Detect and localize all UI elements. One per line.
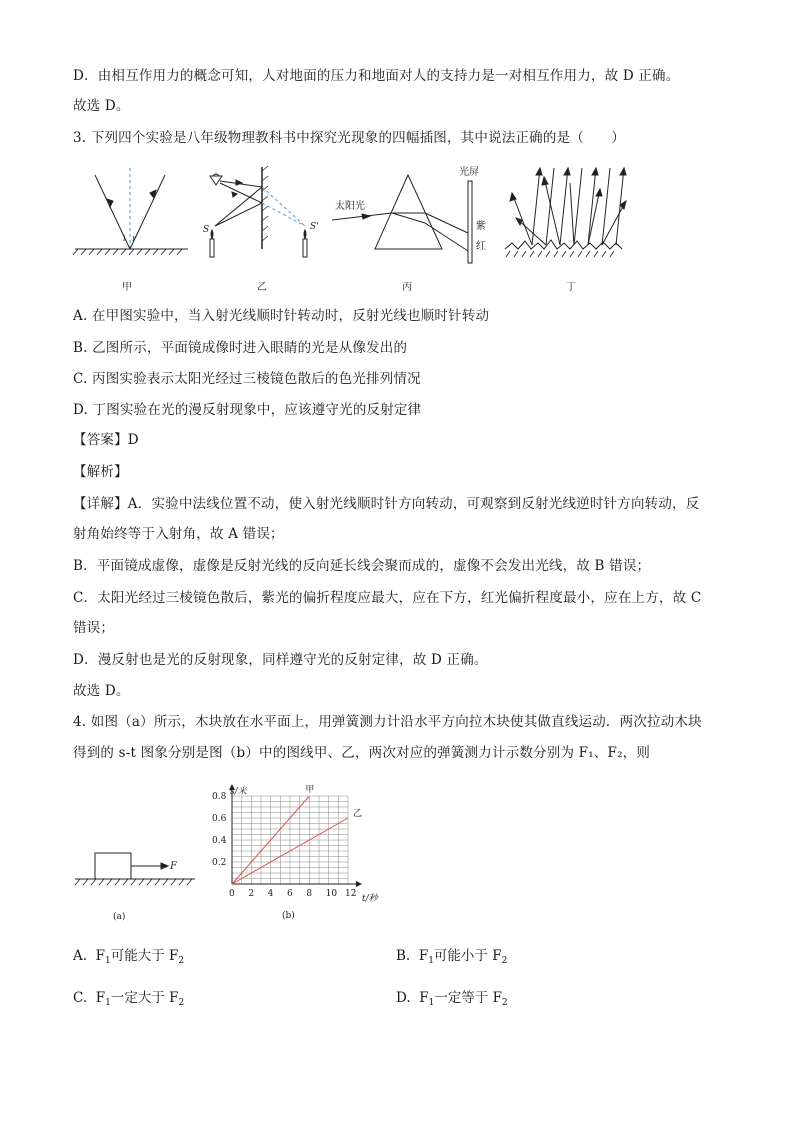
q3-option-a: A. 在甲图实验中，当入射光线顺时针转动时，反射光线也顺时针转动 — [73, 308, 490, 324]
chart-grid — [232, 796, 348, 884]
q4-option-c: C. $F_1$一定大于 $F_2$ — [73, 990, 185, 1008]
q4-option-b: B. $F_1$可能小于 $F_2$ — [396, 948, 508, 966]
q3-detail-line-2: 射角始终等于入射角，故 A 错误； — [73, 526, 284, 542]
x-tick-label: 0 — [229, 889, 235, 899]
q2-option-d-text: D．由相互作用力的概念可知，人对地面的压力和地面对人的支持力是一对相互作用力，故 D 正确。 — [73, 68, 680, 84]
red-label: 红 — [476, 241, 486, 252]
q3-detail-line-4: C．太阳光经过三棱镜色散后，紫光的偏折程度应最大，应在下方，红光偏折程度最小，应在上方，故 C — [73, 590, 702, 606]
q3-stem: 3. 下列四个实验是八年级物理教科书中探究光现象的四幅插图，其中说法正确的是（ ） — [73, 130, 626, 146]
y-tick-label: 0.6 — [212, 814, 227, 824]
y-tick-label: 0.8 — [212, 792, 227, 802]
y-tick-label: 0.4 — [212, 836, 227, 846]
q4-stem-line-2: 得到的 s-t 图象分别是图（b）中的图线甲、乙，两次对应的弹簧测力计示数分别为 F₁、F₂，则 — [73, 745, 651, 761]
q3-detail-line-3: B．平面镜成虚像，虚像是反射光线的反向延长线会聚而成的，虚像不会发出光线，故 B 错误； — [73, 558, 651, 574]
x-tick-label: 4 — [267, 889, 274, 899]
x-axis-label: t/秒 — [362, 894, 378, 904]
q3-figure — [70, 163, 640, 298]
caption-jia: 甲 — [122, 282, 132, 293]
caption-yi: 乙 — [257, 282, 267, 293]
q3-analysis-title: 【解析】 — [73, 464, 128, 480]
caption-bing: 丙 — [402, 282, 412, 293]
screen-label: 光屏 — [459, 167, 479, 178]
sunlight-label: 太阳光 — [335, 201, 365, 212]
x-tick-label: 12 — [345, 889, 357, 899]
figure-jia-reflection — [73, 168, 188, 255]
figure-ding-diffuse — [505, 168, 626, 257]
fig-a-caption: (a) — [113, 912, 126, 922]
series-label-yi: 乙 — [353, 809, 363, 819]
y-tick-label: 0.2 — [212, 858, 227, 868]
image-s-prime-label: S' — [310, 222, 319, 232]
q4-figure-b-st-chart — [210, 780, 390, 925]
force-f-label: F — [170, 861, 177, 872]
x-tick-label: 6 — [287, 889, 293, 899]
figure-bing-prism — [332, 165, 486, 263]
q3-answer: 【答案】D — [73, 432, 139, 448]
q4-option-d: D. $F_1$一定等于 $F_2$ — [396, 990, 508, 1008]
x-tick-label: 8 — [306, 889, 313, 899]
figure-yi-plane-mirror — [203, 166, 319, 257]
chart-axes — [229, 784, 362, 887]
q4-stem-line-1: 4. 如图（a）所示，木块放在水平面上，用弹簧测力计沿水平方向拉木块使其做直线运动．两次拉动木块 — [73, 714, 702, 730]
wooden-block — [95, 853, 131, 879]
x-tick-label: 10 — [325, 889, 338, 899]
angle-r-label: r — [132, 234, 136, 243]
source-s-label: S — [203, 225, 210, 235]
q3-detail-line-1: 【详解】A．实验中法线位置不动，使入射光线顺时针方向转动，可观察到反射光线逆时针方向转动，反 — [73, 496, 700, 512]
q3-option-c: C. 丙图实验表示太阳光经过三棱镜色散后的色光排列情况 — [73, 371, 421, 387]
q3-option-d: D. 丁图实验在光的漫反射现象中，应该遵守光的反射定律 — [73, 402, 422, 418]
q3-detail-line-5: 错误； — [73, 620, 115, 636]
x-tick-label: 2 — [248, 889, 255, 899]
caption-ding: 丁 — [566, 282, 576, 293]
q4-option-a: A. $F_1$可能大于 $F_2$ — [73, 948, 185, 966]
series-label-jia: 甲 — [305, 785, 315, 795]
q3-detail-line-6: D．漫反射也是光的反射现象，同样遵守光的反射定律，故 D 正确。 — [73, 652, 488, 668]
x-axis-arrow — [356, 881, 362, 887]
q3-choice: 故选 D。 — [73, 683, 130, 699]
q2-choice: 故选 D。 — [73, 98, 130, 114]
fig-b-caption: (b) — [282, 911, 295, 921]
y-axis-label: s/米 — [230, 787, 247, 797]
angle-i-label: i — [123, 234, 126, 243]
q4-figure-a — [70, 845, 210, 925]
q3-option-b: B. 乙图所示，平面镜成像时进入眼睛的光是从像发出的 — [73, 340, 408, 356]
violet-label: 紫 — [476, 221, 486, 232]
